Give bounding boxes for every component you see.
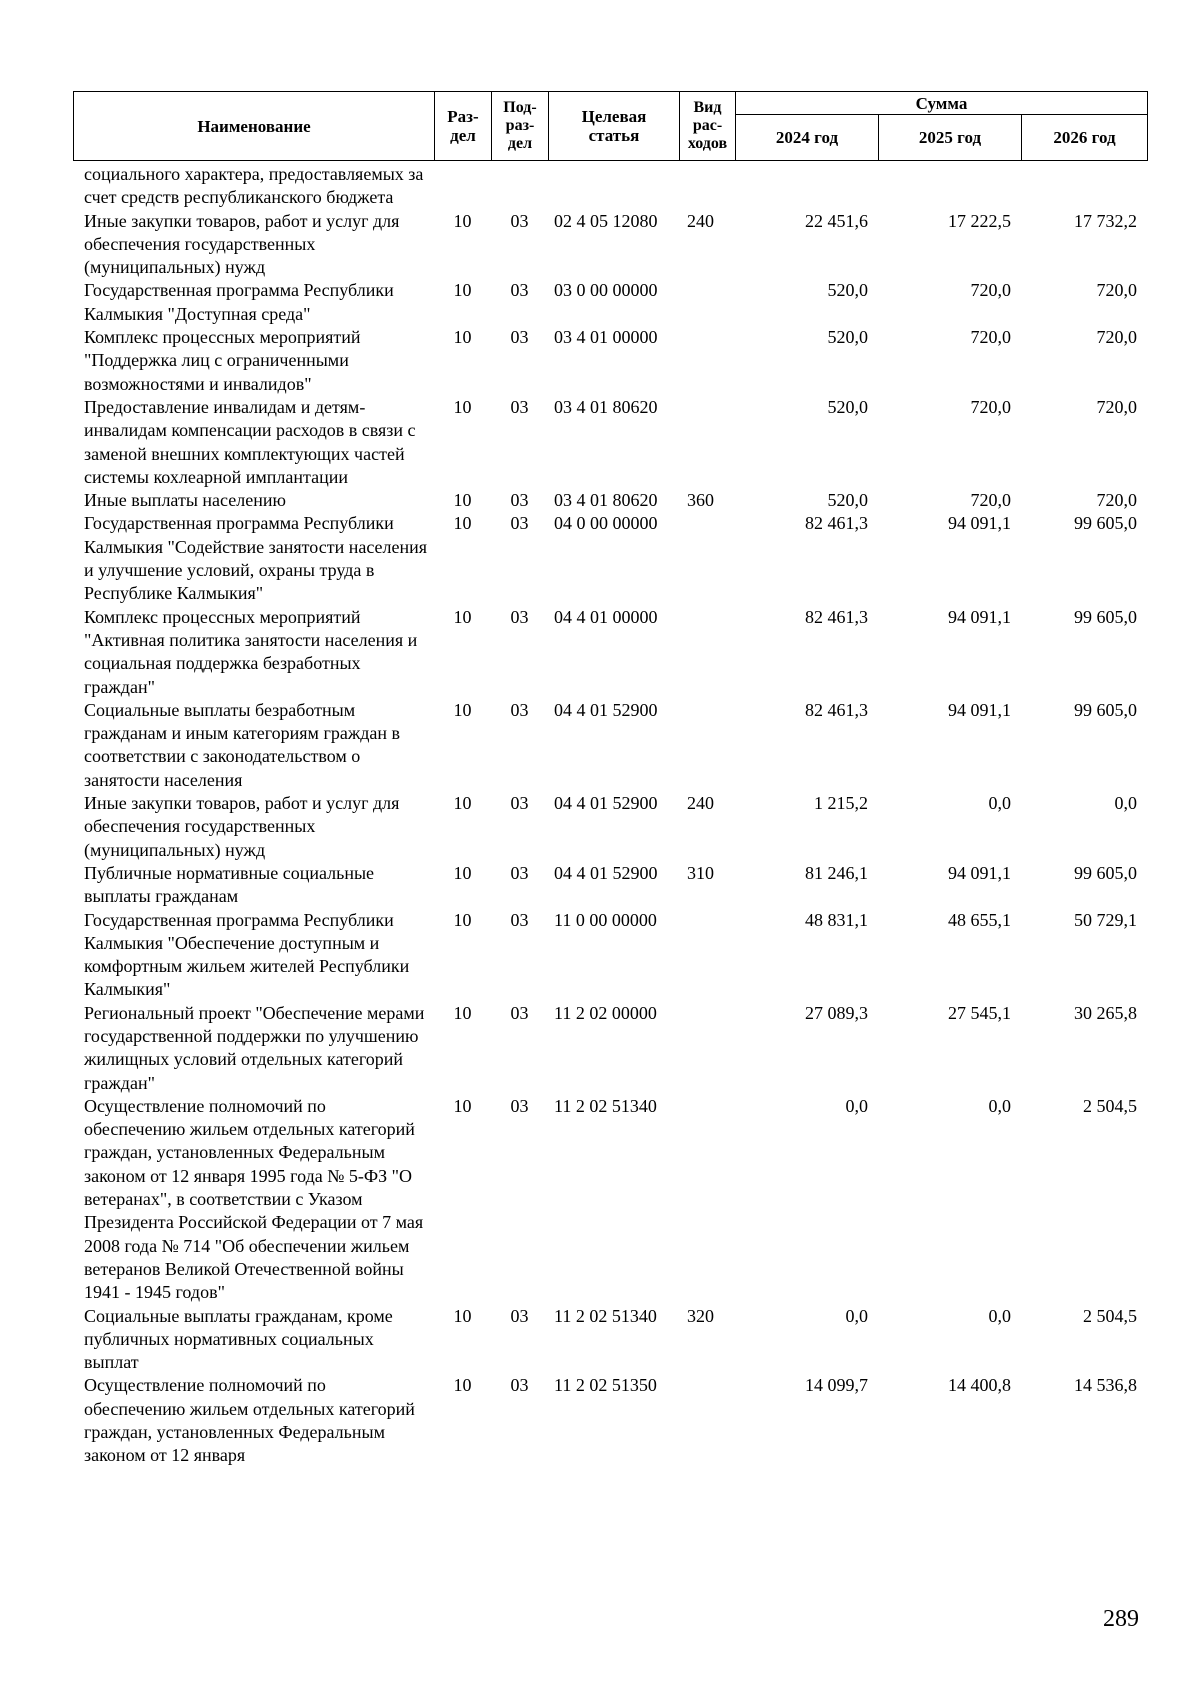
row-sum-2026: 14 536,8: [1074, 1375, 1137, 1396]
row-vid-rashodov: [679, 909, 735, 1002]
row-razdel: 10: [453, 396, 472, 417]
row-celevaya-statya: 04 4 01 00000: [554, 606, 658, 627]
row-celevaya-statya: [548, 163, 679, 210]
row-sum-2024: 0,0: [845, 1305, 868, 1326]
row-sum-2024: 520,0: [827, 327, 868, 348]
row-name: Иные выплаты населению: [84, 490, 286, 511]
row-podrazdel: 03: [510, 210, 529, 231]
row-name: Иные закупки товаров, работ и услуг для обеспечения государственных (муниципальных) нужд: [84, 793, 400, 860]
row-razdel: 10: [453, 490, 472, 511]
row-name: Комплекс процессных мероприятий "Активная политика занятости населения и социальная поддержка безработных граждан": [84, 606, 418, 697]
row-podrazdel: 03: [510, 327, 529, 348]
row-sum-2026: 720,0: [1096, 327, 1137, 348]
table-row: [73, 512, 1147, 605]
row-celevaya-statya: 03 0 00 00000: [554, 280, 658, 301]
row-podrazdel: 03: [510, 606, 529, 627]
row-name: Осуществление полномочий по обеспечению жильем отдельных категорий граждан, установленных Федеральным законом от 12 января: [84, 1375, 415, 1466]
row-vid-rashodov: [679, 1374, 735, 1467]
row-celevaya-statya: 11 0 00 00000: [554, 909, 657, 930]
table-row: [73, 909, 1147, 1002]
row-vid-rashodov: [679, 1095, 735, 1305]
row-sum-2024: 82 461,3: [805, 606, 868, 627]
row-name: Государственная программа Республики Калмыкия "Обеспечение доступным и комфортным жильем жителей Республики Калмыкия": [84, 909, 410, 1000]
row-sum-2024: 1 215,2: [814, 793, 868, 814]
row-vid-rashodov: [679, 396, 735, 489]
row-podrazdel: 03: [510, 1375, 529, 1396]
row-vid-rashodov: [679, 1002, 735, 1095]
row-sum-2025: 94 091,1: [948, 606, 1011, 627]
row-podrazdel: 03: [510, 909, 529, 930]
row-celevaya-statya: 04 4 01 52900: [554, 793, 658, 814]
row-name: Публичные нормативные социальные выплаты гражданам: [84, 862, 375, 907]
header-podrazdel: Под- раз- дел: [492, 92, 549, 161]
row-vid-rashodov: 360: [687, 490, 714, 511]
row-sum-2024: 48 831,1: [805, 909, 868, 930]
row-sum-2026: 720,0: [1096, 490, 1137, 511]
row-name: Предоставление инвалидам и детям-инвалидам компенсации расходов в связи с заменой внешних комплектующих частей системы кохлеарной имплантации: [84, 396, 416, 487]
row-podrazdel: 03: [510, 396, 529, 417]
table-row: [73, 1374, 1147, 1467]
row-sum-2025: 17 222,5: [948, 210, 1011, 231]
row-sum-2026: 2 504,5: [1083, 1095, 1137, 1116]
row-celevaya-statya: 11 2 02 51340: [554, 1305, 657, 1326]
row-razdel: 10: [453, 513, 472, 534]
row-name: Комплекс процессных мероприятий "Поддержка лиц с ограниченными возможностями и инвалидов": [84, 327, 361, 394]
row-razdel: 10: [453, 1375, 472, 1396]
row-vid-rashodov: 240: [687, 210, 714, 231]
row-razdel: [434, 163, 491, 210]
header-celevaya-statya: Целевая статья: [549, 92, 680, 161]
row-sum-2025: 94 091,1: [948, 699, 1011, 720]
row-celevaya-statya: 11 2 02 51340: [554, 1095, 657, 1116]
row-sum-2025: 48 655,1: [948, 909, 1011, 930]
row-podrazdel: 03: [510, 699, 529, 720]
row-vid-rashodov: [679, 699, 735, 792]
row-razdel: 10: [453, 606, 472, 627]
table-row: [73, 862, 1147, 909]
row-sum-2025: 720,0: [970, 327, 1011, 348]
row-vid-rashodov: 240: [687, 793, 714, 814]
row-name: социального характера, предоставляемых за счет средств республиканского бюджета: [84, 164, 424, 208]
row-sum-2026: 720,0: [1096, 280, 1137, 301]
row-podrazdel: 03: [510, 513, 529, 534]
row-podrazdel: [491, 163, 548, 210]
row-razdel: 10: [453, 280, 472, 301]
row-sum-2024: 0,0: [845, 1095, 868, 1116]
row-vid-rashodov: 320: [687, 1305, 714, 1326]
row-sum-2024: 520,0: [827, 396, 868, 417]
row-razdel: 10: [453, 699, 472, 720]
header-razdel: Раз- дел: [435, 92, 492, 161]
row-sum-2025: 0,0: [988, 1305, 1011, 1326]
row-sum-2026: 99 605,0: [1074, 699, 1137, 720]
header-summa: Сумма: [736, 92, 1148, 115]
row-celevaya-statya: 04 0 00 00000: [554, 513, 658, 534]
row-sum-2024: 22 451,6: [805, 210, 868, 231]
budget-table: [73, 163, 1147, 1468]
budget-table-body: [73, 163, 1147, 1468]
table-row: [73, 606, 1147, 699]
row-sum-2026: 2 504,5: [1083, 1305, 1137, 1326]
row-sum-2026: 30 265,8: [1074, 1002, 1137, 1023]
row-celevaya-statya: 04 4 01 52900: [554, 699, 658, 720]
row-name: Региональный проект "Обеспечение мерами государственной поддержки по улучшению жилищных условий отдельных категорий граждан": [84, 1002, 425, 1093]
row-sum-2024: 520,0: [827, 490, 868, 511]
page-number: 289: [1103, 1606, 1139, 1632]
row-razdel: 10: [453, 327, 472, 348]
row-name: Государственная программа Республики Калмыкия "Доступная среда": [84, 280, 394, 324]
row-sum-2026: 99 605,0: [1074, 606, 1137, 627]
row-sum-2026: 50 729,1: [1074, 909, 1137, 930]
row-sum-2024: [735, 163, 878, 210]
row-podrazdel: 03: [510, 1095, 529, 1116]
row-sum-2026: 17 732,2: [1074, 210, 1137, 231]
row-sum-2026: [1021, 163, 1147, 210]
row-razdel: 10: [453, 909, 472, 930]
row-sum-2025: 720,0: [970, 396, 1011, 417]
row-podrazdel: 03: [510, 280, 529, 301]
row-sum-2026: 99 605,0: [1074, 862, 1137, 883]
row-razdel: 10: [453, 1002, 472, 1023]
row-name: Государственная программа Республики Калмыкия "Содействие занятости населения и улучшение условий, охраны труда в Республике Калмыкия": [84, 513, 428, 604]
table-row: [73, 792, 1147, 862]
table-row: [73, 396, 1147, 489]
header-name: Наименование: [74, 92, 435, 161]
table-row: [73, 279, 1147, 326]
table-row: [73, 210, 1147, 280]
row-sum-2025: [878, 163, 1021, 210]
table-row: [73, 326, 1147, 396]
row-sum-2026: 720,0: [1096, 396, 1137, 417]
row-celevaya-statya: 11 2 02 51350: [554, 1375, 657, 1396]
row-vid-rashodov: [679, 279, 735, 326]
row-celevaya-statya: 04 4 01 52900: [554, 862, 658, 883]
row-sum-2024: 82 461,3: [805, 513, 868, 534]
header-year-2026: 2026 год: [1022, 115, 1148, 161]
row-razdel: 10: [453, 793, 472, 814]
row-sum-2024: 81 246,1: [805, 862, 868, 883]
row-celevaya-statya: 03 4 01 80620: [554, 490, 658, 511]
table-row: [73, 1095, 1147, 1305]
table-row: [73, 699, 1147, 792]
row-razdel: 10: [453, 210, 472, 231]
row-celevaya-statya: 11 2 02 00000: [554, 1002, 657, 1023]
row-podrazdel: 03: [510, 1002, 529, 1023]
row-celevaya-statya: 02 4 05 12080: [554, 210, 658, 231]
row-vid-rashodov: [679, 606, 735, 699]
row-razdel: 10: [453, 862, 472, 883]
row-sum-2026: 0,0: [1114, 793, 1137, 814]
row-vid-rashodov: 310: [687, 862, 714, 883]
row-celevaya-statya: 03 4 01 80620: [554, 396, 658, 417]
row-vid-rashodov: [679, 326, 735, 396]
row-sum-2024: 27 089,3: [805, 1002, 868, 1023]
row-razdel: 10: [453, 1095, 472, 1116]
row-sum-2025: 720,0: [970, 280, 1011, 301]
row-podrazdel: 03: [510, 862, 529, 883]
row-sum-2024: 82 461,3: [805, 699, 868, 720]
header-year-2024: 2024 год: [736, 115, 879, 161]
row-sum-2025: 94 091,1: [948, 513, 1011, 534]
row-sum-2025: 27 545,1: [948, 1002, 1011, 1023]
row-vid-rashodov: [679, 512, 735, 605]
row-sum-2025: 0,0: [988, 793, 1011, 814]
table-row: [73, 1002, 1147, 1095]
row-name: Осуществление полномочий по обеспечению жильем отдельных категорий граждан, установленных Федеральным законом от 12 января 1995 года № 5-ФЗ "О ветеранах", в соответствии с Указом Президента Российской Федерации от 7 мая 2008 года № 714 "Об обеспечении жильем ветеранов Великой Отечественной войны 1941 - 1945 годов": [84, 1095, 424, 1303]
row-sum-2025: 14 400,8: [948, 1375, 1011, 1396]
row-sum-2025: 94 091,1: [948, 862, 1011, 883]
header-year-2025: 2025 год: [879, 115, 1022, 161]
row-sum-2024: 520,0: [827, 280, 868, 301]
row-sum-2026: 99 605,0: [1074, 513, 1137, 534]
row-podrazdel: 03: [510, 490, 529, 511]
row-name: Иные закупки товаров, работ и услуг для обеспечения государственных (муниципальных) нужд: [84, 210, 400, 278]
table-row: [73, 163, 1147, 210]
row-razdel: 10: [453, 1305, 472, 1326]
row-podrazdel: 03: [510, 793, 529, 814]
table-header: [73, 91, 1148, 161]
table-row: [73, 489, 1147, 512]
table-row: [73, 1305, 1147, 1375]
header-vid-rashodov: Вид рас- ходов: [680, 92, 736, 161]
row-vid-rashodov: [679, 163, 735, 210]
row-celevaya-statya: 03 4 01 00000: [554, 327, 658, 348]
row-name: Социальные выплаты гражданам, кроме публичных нормативных социальных выплат: [84, 1305, 393, 1373]
row-sum-2024: 14 099,7: [805, 1375, 868, 1396]
row-name: Социальные выплаты безработным гражданам и иным категориям граждан в соответствии с законодательством о занятости населения: [84, 699, 401, 790]
row-podrazdel: 03: [510, 1305, 529, 1326]
row-sum-2025: 720,0: [970, 490, 1011, 511]
row-sum-2025: 0,0: [988, 1095, 1011, 1116]
